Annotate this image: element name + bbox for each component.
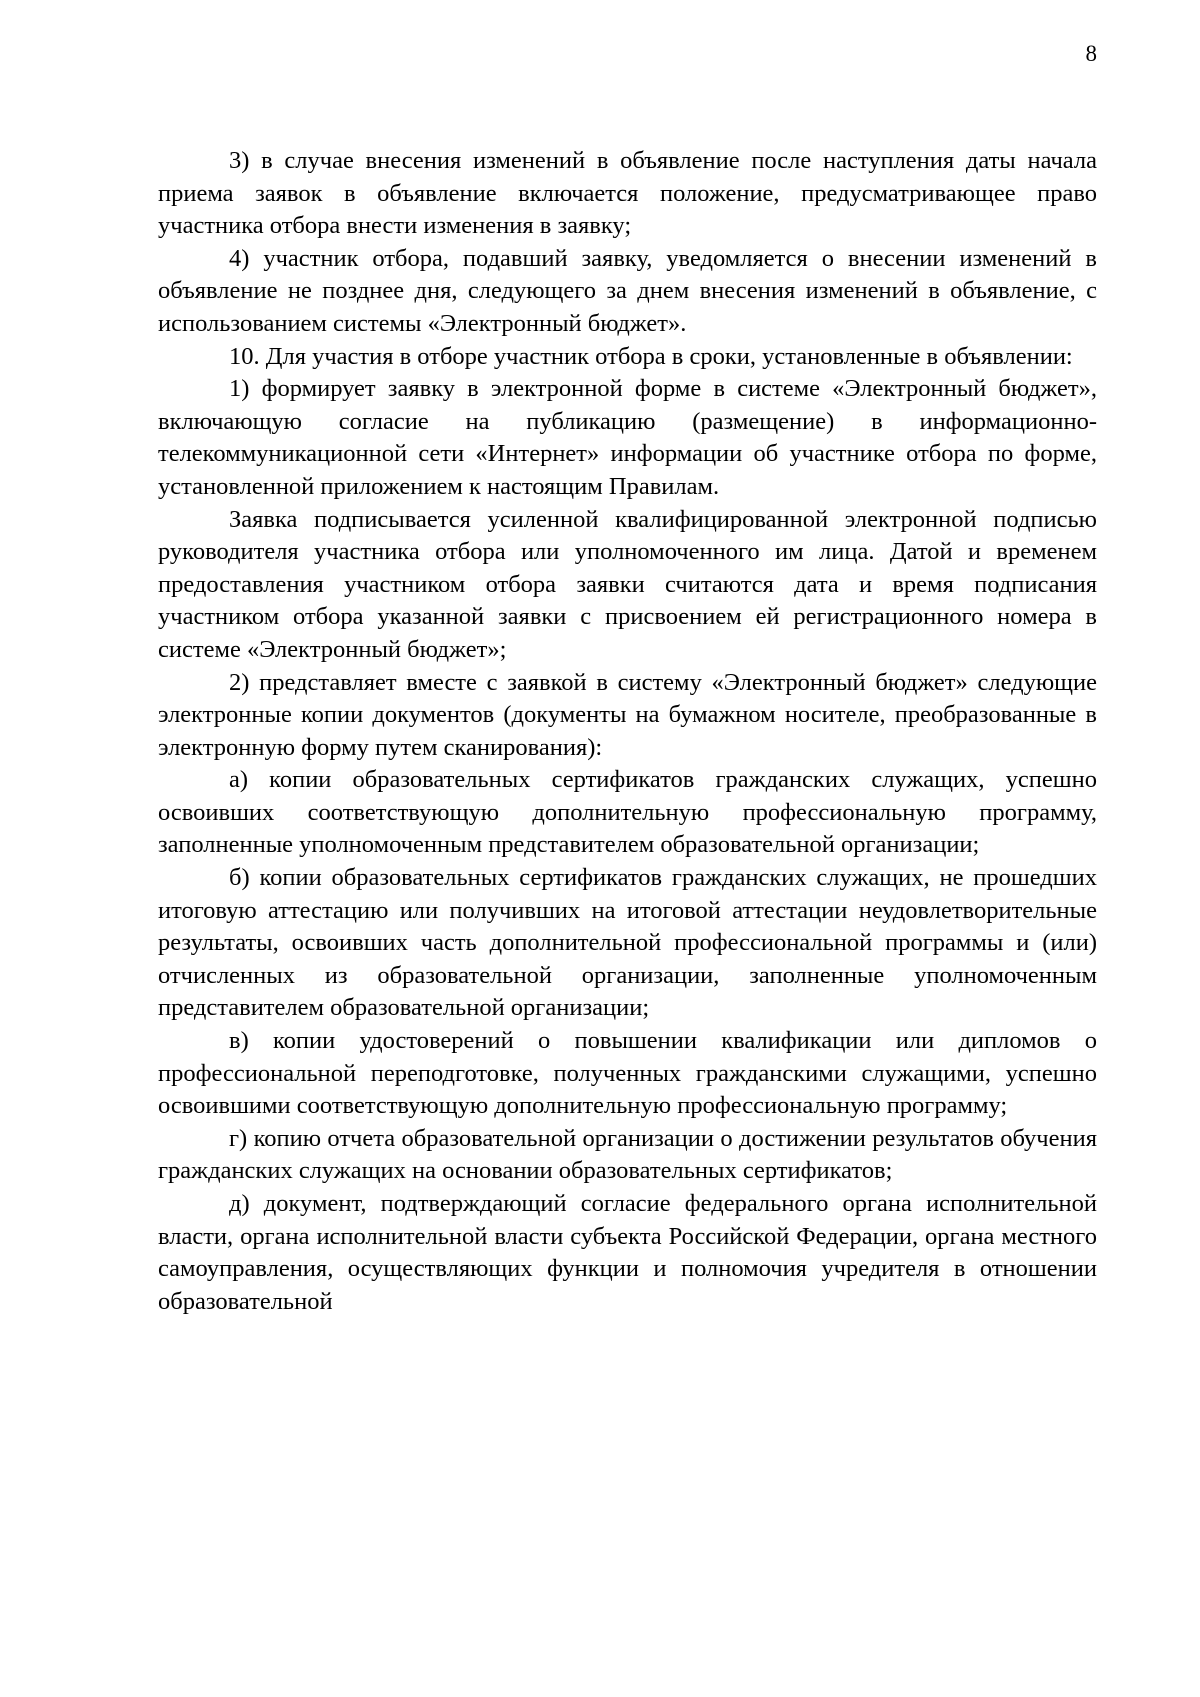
paragraph-subitem-2: 2) представляет вместе с заявкой в систему «Электронный бюджет» следующие электронные копии документов (документы на бумажном носителе, преобразованные в электронную форму путем сканирования): <box>158 668 1097 761</box>
paragraph-letter-v: в) копии удостоверений о повышении квалификации или дипломов о профессиональной переподготовке, полученных гражданскими служащими, успешно освоившими соответствующую дополнительную профессиональную программу; <box>158 1027 1097 1120</box>
paragraph-letter-g: г) копию отчета образовательной организации о достижении результатов обучения гражданских служащих на основании образовательных сертификатов; <box>158 1124 1097 1185</box>
paragraph-item-3: 3) в случае внесения изменений в объявление после наступления даты начала приема заявок в объявление включается положение, предусматривающее право участника отбора внести изменения в заявку; <box>158 147 1097 240</box>
page-number: 8 <box>1085 41 1097 66</box>
document-body <box>158 145 1097 1318</box>
paragraph-signature-note: Заявка подписывается усиленной квалифицированной электронной подписью руководителя участника отбора или уполномоченного им лица. Датой и временем предоставления участником отбора заявки считаются дата и время подписания участником отбора указанной заявки с присвоением ей регистрационного номера в системе «Электронный бюджет»; <box>158 505 1097 663</box>
paragraph-section-10: 10. Для участия в отборе участник отбора в сроки, установленные в объявлении: <box>229 342 1073 370</box>
paragraph-letter-a: а) копии образовательных сертификатов гражданских служащих, успешно освоивших соответствующую дополнительную профессиональную программу, заполненные уполномоченным представителем образовательной организации; <box>158 766 1097 859</box>
paragraph-item-4: 4) участник отбора, подавший заявку, уведомляется о внесении изменений в объявление не позднее дня, следующего за днем внесения изменений в объявление, с использованием системы «Электронный бюджет». <box>158 244 1097 337</box>
paragraph-letter-b: б) копии образовательных сертификатов гражданских служащих, не прошедших итоговую аттестацию или получивших на итоговой аттестации неудовлетворительные результаты, освоивших часть дополнительной профессиональной программы и (или) отчисленных из образовательной организации, заполненные уполномоченным представителем образовательной организации; <box>158 864 1097 1022</box>
paragraph-letter-d: д) документ, подтверждающий согласие федерального органа исполнительной власти, органа исполнительной власти субъекта Российской Федерации, органа местного самоуправления, осуществляющих функции и полномочия учредителя в отношении образовательной <box>158 1190 1097 1315</box>
paragraph-subitem-1: 1) формирует заявку в электронной форме в системе «Электронный бюджет», включающую согласие на публикацию (размещение) в информационно-телекоммуникационной сети «Интернет» информации об участнике отбора по форме, установленной приложением к настоящим Правилам. <box>158 375 1097 500</box>
